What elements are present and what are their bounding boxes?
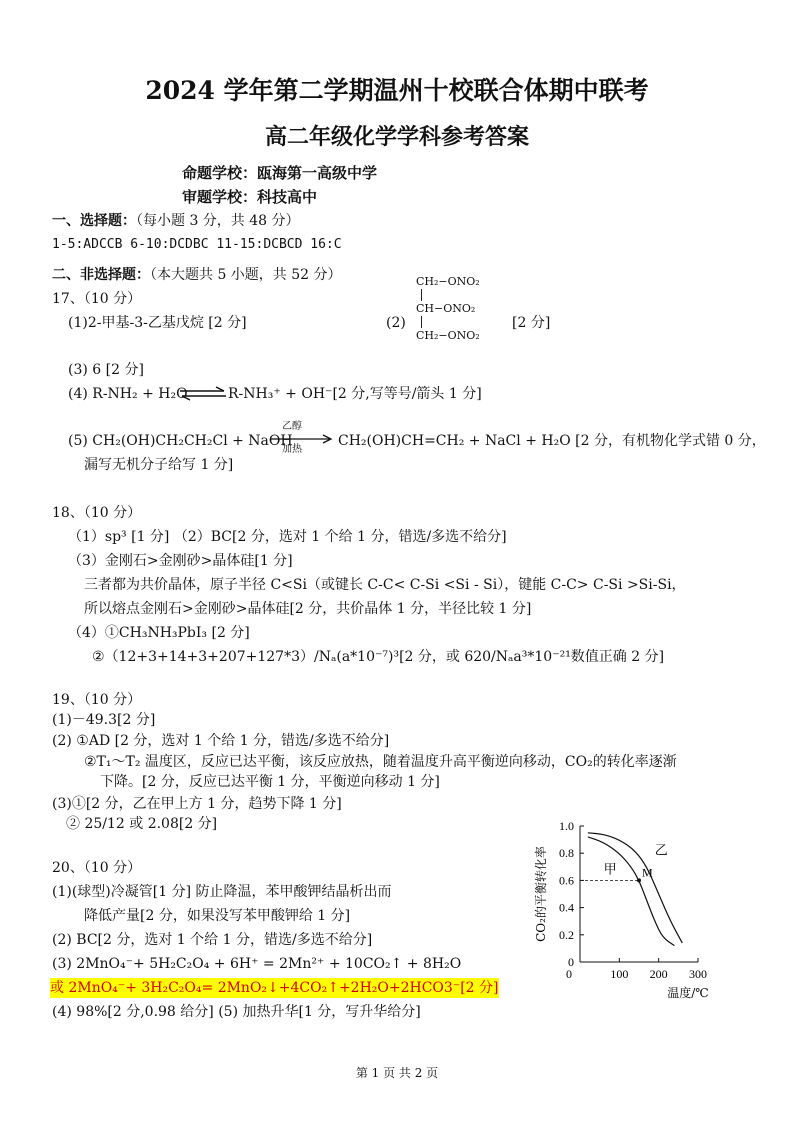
setter-school: 命题学校：瓯海第一高级中学 <box>182 164 378 182</box>
q17-part5-line2: 漏写无机分子给写 1 分] <box>84 457 234 473</box>
q18-part4-line2: ②（12+3+14+3+207+127*3）/Nₐ(a*10⁻⁷)³[2 分，或 620/Nₐa³*10⁻²¹数值正确 2 分] <box>92 649 665 665</box>
section2-note: （本大题共 5 小题，共 52 分） <box>150 267 342 283</box>
y-tick-label: 0.4 <box>559 900 574 915</box>
q19-part2-line3: 下降。[2 分，反应已达平衡 1 分，平衡逆向移动 1 分] <box>100 774 440 790</box>
point-m <box>637 878 641 882</box>
section1-note: （每小题 3 分，共 48 分） <box>136 213 300 229</box>
origin-label: 0 <box>566 967 572 981</box>
y-tick-label: 0.2 <box>559 927 574 942</box>
q18-part1: （1）sp³ [1 分] （2）BC[2 分，选对 1 个给 1 分，错选/多选不给分] <box>68 529 507 545</box>
q20-part3-alternative: 或 2MnO₄⁻+ 3H₂C₂O₄= 2MnO₂↓+4CO₂↑+2H₂O+2HCO3⁻[2 分] <box>50 980 499 996</box>
q19-part3: (3)①[2 分，乙在甲上方 1 分，趋势下降 1 分] <box>52 796 342 812</box>
y-tick-label: 0 <box>568 955 574 969</box>
series-label-yi: 乙 <box>654 843 668 859</box>
q20-part1: (1)(球型)冷凝管[1 分] 防止降温，苯甲酸钾结晶析出而 <box>52 884 392 900</box>
q18-part3-line3: 所以熔点金刚石>金刚砂>晶体硅[2 分，共价晶体 1 分，半径比较 1 分] <box>84 601 532 617</box>
y-tick-label: 0.6 <box>559 873 574 888</box>
y-axis-label: CO₂的平衡转化率 <box>534 846 548 942</box>
q20-part2: (2) BC[2 分，选对 1 个给 1 分，错选/多选不给分] <box>52 932 373 948</box>
y-tick-label: 1.0 <box>559 819 574 833</box>
q17-part5-right: CH₂(OH)CH=CH₂ + NaCl + H₂O [2 分，有机物化学式错 0 分， <box>338 433 766 449</box>
q20-title: 20、（10 分） <box>52 860 142 876</box>
section1-answers: 1-5:ADCCB 6-10:DCDBC 11-15:DCBCD 16:C <box>52 237 342 252</box>
series-line-乙 <box>588 833 682 943</box>
co2-conversion-chart <box>520 812 720 1027</box>
q17-part5-left: (5) CH₂(OH)CH₂CH₂Cl + NaOH <box>68 433 293 449</box>
equilibrium-arrow-icon <box>178 386 228 402</box>
formula-bond-2 <box>421 316 422 328</box>
q17-part4-left: (4) R-NH₂ + H₂O <box>68 386 188 402</box>
x-axis-label: 温度/℃ <box>667 986 709 1000</box>
page-subtitle: 高二年级化学学科参考答案 <box>264 124 529 150</box>
section1-heading: 一、选择题： <box>52 213 136 229</box>
q18-part3: （3）金刚石>金刚砂>晶体硅[1 分] <box>68 553 293 569</box>
q17-condition-top: 乙醇 <box>282 421 302 432</box>
q17-formula-line3: CH₂−ONO₂ <box>416 329 480 342</box>
q17-formula-line1: CH₂−ONO₂ <box>416 275 480 288</box>
y-tick-label: 0.8 <box>559 846 574 861</box>
x-tick-label: 200 <box>649 967 668 981</box>
q17-part4-right: R-NH₃⁺ + OH⁻[2 分,写等号/箭头 1 分] <box>228 386 482 402</box>
x-tick-label: 100 <box>610 967 629 981</box>
point-m-label: M <box>642 865 653 880</box>
page-footer: 第 1 页 共 2 页 <box>355 1066 439 1080</box>
q17-part3: (3) 6 [2 分] <box>68 362 144 378</box>
q18-part3-line2: 三者都为共价晶体，原子半径 C<Si（或键长 C-C< C-Si <Si - Si），键能 C-C> C-Si >Si-Si， <box>84 577 686 593</box>
q19-part1: (1)－49.3[2 分] <box>52 712 156 728</box>
q19-title: 19、（10 分） <box>52 692 142 708</box>
q19-part2: (2) ①AD [2 分，选对 1 个给 1 分，错选/多选不给分] <box>52 733 390 749</box>
reaction-arrow-icon <box>268 434 334 444</box>
q17-part1: (1)2-甲基-3-乙基戊烷 [2 分] <box>68 315 247 331</box>
section2-heading: 二、非选择题： <box>52 267 150 283</box>
q20-part4-5: (4) 98%[2 分,0.98 给分] (5) 加热升华[1 分，写升华给分] <box>52 1004 421 1020</box>
q17-title: 17、（10 分） <box>52 291 142 307</box>
x-tick-label: 300 <box>689 967 707 981</box>
q17-condition-bottom: 加热 <box>282 444 302 455</box>
q17-part2-score: [2 分] <box>512 315 551 331</box>
section2-heading-row <box>52 265 342 285</box>
q17-part2-label: (2) <box>386 315 406 331</box>
series-label-jia: 甲 <box>603 862 617 878</box>
q20-part1-line2: 降低产量[2 分，如果没写苯甲酸钾给 1 分] <box>84 908 351 924</box>
q17-formula-line2: CH−ONO₂ <box>416 302 476 315</box>
reviewer-school: 审题学校：科技高中 <box>182 188 318 206</box>
q19-part2-line2: ②T₁～T₂ 温度区，反应已达平衡，该反应放热，随着温度升高平衡逆向移动，CO₂的转化率逐渐 <box>84 754 677 770</box>
q18-title: 18、（10 分） <box>52 505 142 521</box>
section1-heading-row <box>52 211 300 231</box>
q19-part3-line2: ② 25/12 或 2.08[2 分] <box>66 816 218 832</box>
page-title: 2024 学年第二学期温州十校联合体期中联考 <box>145 76 649 105</box>
q20-part3: (3) 2MnO₄⁻+ 5H₂C₂O₄ + 6H⁺ = 2Mn²⁺ + 10CO₂↑ + 8H₂O <box>52 956 462 972</box>
q18-part4: （4）①CH₃NH₃PbI₃ [2 分] <box>68 625 250 641</box>
formula-bond-1 <box>421 289 422 301</box>
